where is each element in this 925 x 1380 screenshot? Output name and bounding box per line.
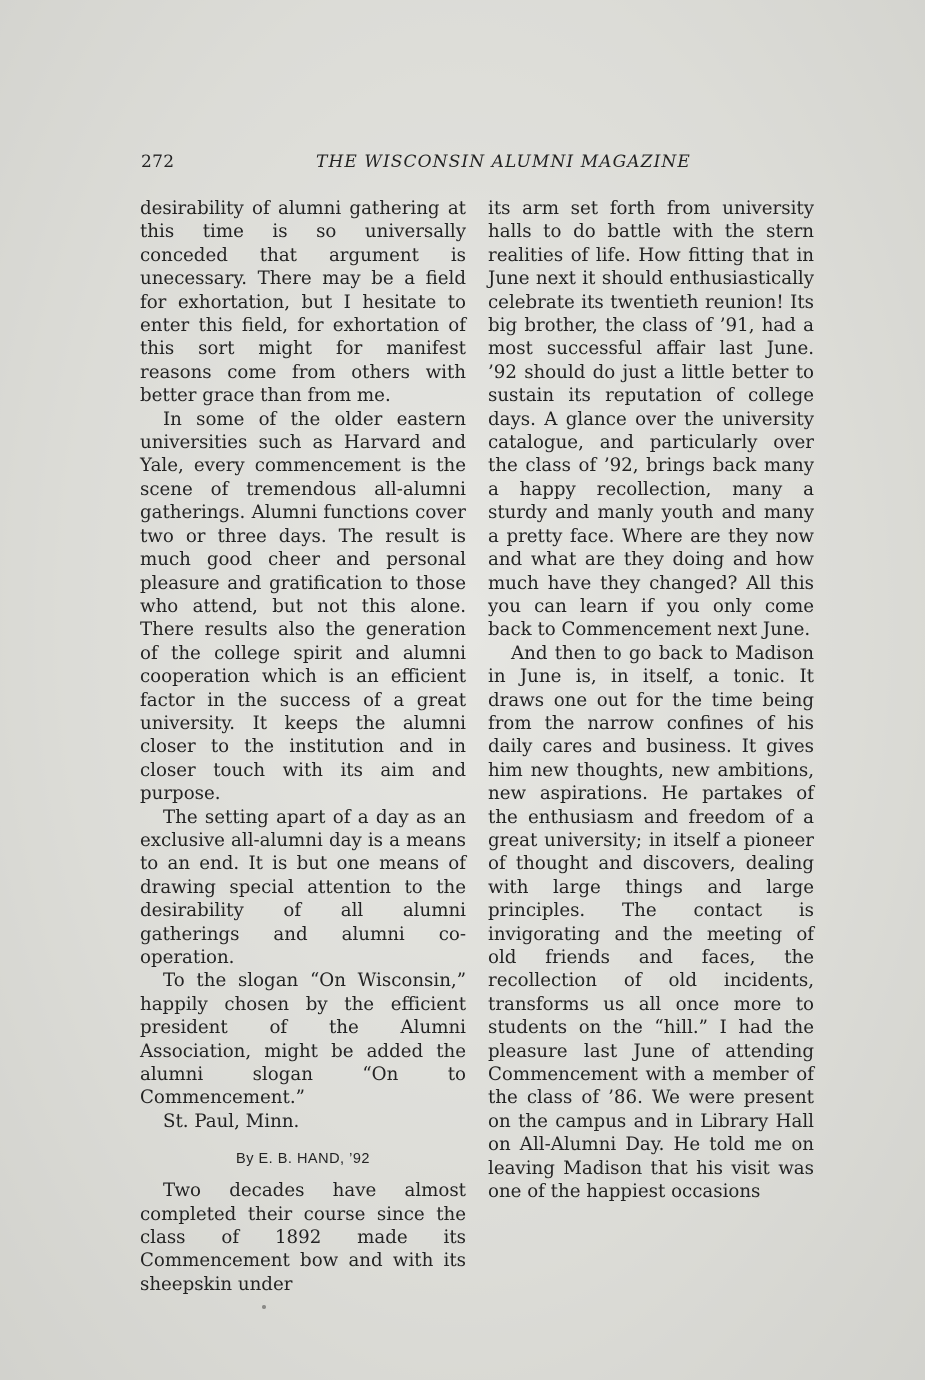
paragraph: desirability of alumni gathering at this time is so universally conceded that argument is unecessary. There may be a field for exhortation, but I hesitate to enter this field, for exhortation of this sort might for manifest reasons come from others with better grace than from me. <box>140 198 466 407</box>
paragraph: its arm set forth from university halls to do battle with the stern realities of life. How fitting that in June next it should enthusiastically celebrate its twentieth reunion! Its big brother, the class of ’91, had a most successful affair last June. ’92 should do just a little better to sustain its reputation of college days. A glance over the university catalogue, and particularly over the class of ’92, brings back many a happy recollection, many a sturdy and manly youth and many a pretty face. Where are they now and what are they doing and how much have they changed? All this you can learn if you only come back to Commencement next June. <box>488 198 814 641</box>
byline: By E. B. HAND, ’92 <box>236 1151 370 1168</box>
print-speck <box>262 1305 266 1309</box>
paragraph: The setting apart of a day as an exclusive all-alumni day is a means to an end. It is but one means of drawing special attention to the desirability of all alumni gatherings and alumni co-operation. <box>140 806 466 968</box>
left-column <box>140 197 466 1296</box>
right-column <box>488 197 814 1203</box>
page-number: 272 <box>141 152 175 172</box>
paragraph: Two decades have almost completed their course since the class of 1892 made its Commencement bow and with its sheepskin under <box>140 1180 466 1295</box>
running-title: THE WISCONSIN ALUMNI MAGAZINE <box>316 152 691 172</box>
paragraph: To the slogan “On Wisconsin,” happily chosen by the efficient president of the Alumni Association, might be added the alumni slogan “On to Commencement.” <box>140 970 466 1109</box>
paragraph: In some of the older eastern universities such as Harvard and Yale, every commencement is the scene of tremendous all-alumni gatherings. Alumni functions cover two or three days. The result is much good cheer and personal pleasure and gratification to those who attend, but not this alone. There results also the generation of the college spirit and alumni cooperation which is an efficient factor in the success of a great university. It keeps the alumni closer to the institution and in closer touch with its aim and purpose. <box>140 408 466 805</box>
paragraph: And then to go back to Madison in June is, in itself, a tonic. It draws one out for the time being from the narrow confines of his daily cares and business. It gives him new thoughts, new ambitions, new aspirations. He partakes of the enthusiasm and freedom of a great university; in itself a pioneer of thought and discovers, dealing with large things and large principles. The contact is invigorating and the meeting of old friends and faces, the recollection of old incidents, transforms us all once more to students on the “hill.” I had the pleasure last June of attending Commencement with a member of the class of ’86. We were present on the campus and in Library Hall on All-Alumni Day. He told me on leaving Madison that his visit was one of the happiest occasions <box>488 642 814 1203</box>
page-header <box>141 152 813 176</box>
author-location: St. Paul, Minn. <box>163 1110 300 1132</box>
